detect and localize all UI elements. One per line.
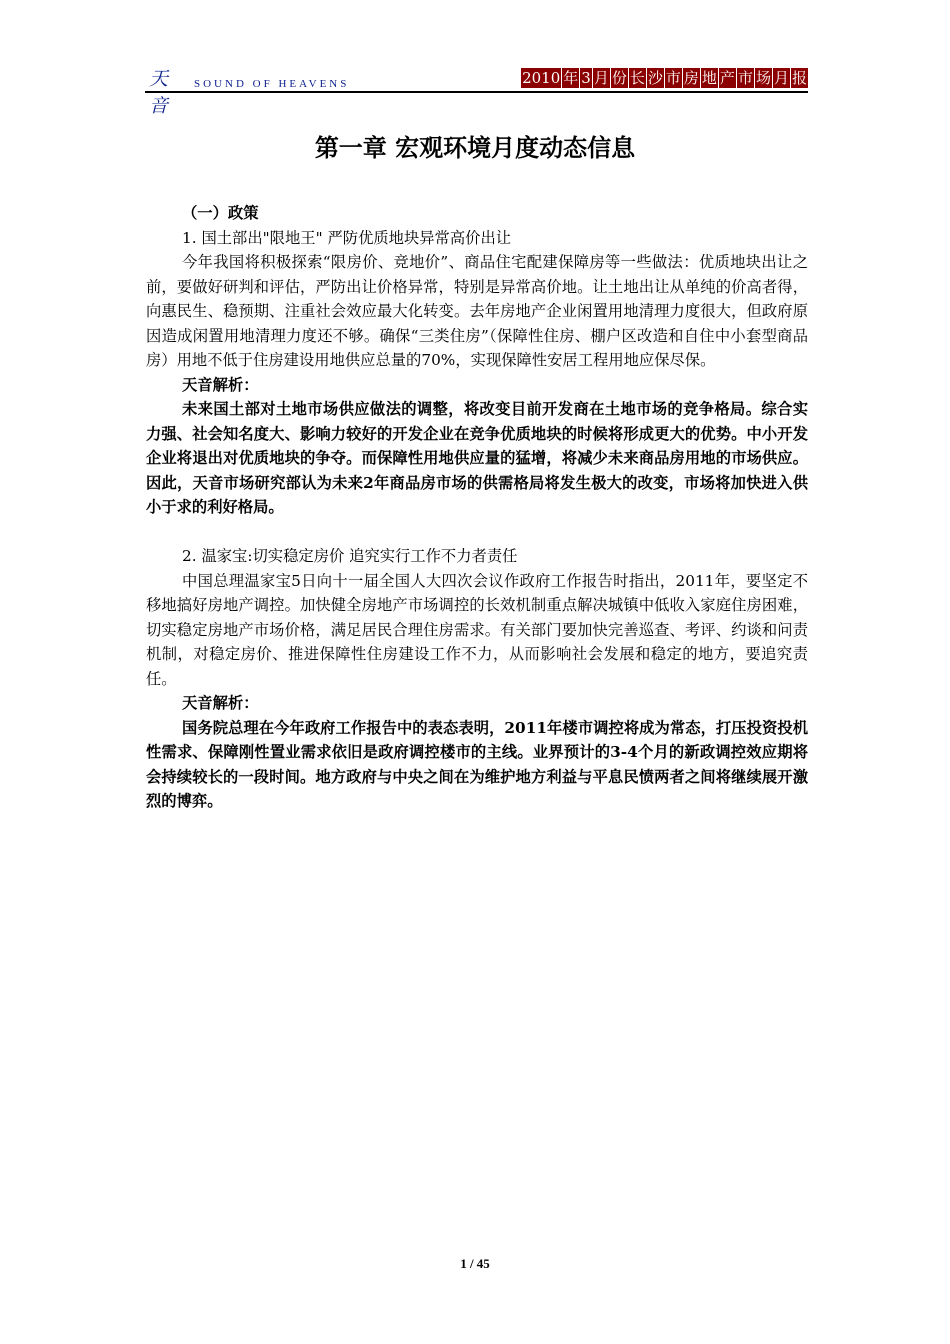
header-title-char: 产 [719,69,735,87]
paragraph-spacer [146,520,808,545]
header-title-char: 场 [755,69,771,87]
item-heading: 2. 温家宝:切实稳定房价 追究实行工作不力者责任 [182,547,518,565]
analysis-label: 天音解析： [182,375,259,394]
header-title-char: 3 [581,69,591,87]
section-heading: （一）政策 [182,204,259,222]
analysis-label: 天音解析： [182,694,259,712]
header-title-char: 2010 [522,69,561,87]
header-title-char: 长 [629,69,645,87]
analysis-text: 国务院总理在今年政府工作报告中的表态表明，2011年楼市调控将成为常态，打压投资投机性需求、保障刚性置业需求依旧是政府调控楼市的主线。业界预计的3-4个月的新政调控效应期将会持续较长的一段时间。地方政府与中央之间在为维护地方利益与平息民愤两者之间将继续展开激烈的博弈。 [146,718,808,810]
logo-english-text: SOUND OF HEAVENS [194,78,350,90]
chapter-title: 第一章 宏观环境月度动态信息 [314,134,636,162]
document-body [146,201,808,814]
item-body: 中国总理温家宝5日向十一届全国人大四次会议作政府工作报告时指出，2011年，要坚定不移地搞好房地产调控。加快健全房地产市场调控的长效机制重点解决城镇中低收入家庭住房困难，切实稳定房地产市场价格，满足居民合理住房需求。有关部门要加快完善巡查、考评、约谈和问责机制，对稳定房价、推进保障性住房建设工作不力，从而影响社会发展和稳定的地方，要追究责任。 [146,571,808,688]
header-title-char: 报 [791,69,807,87]
item-heading: 1. 国土部出"限地王" 严防优质地块异常高价出让 [182,228,512,247]
header-divider [145,91,808,93]
analysis-text: 未来国土部对土地市场供应做法的调整，将改变目前开发商在土地市场的竞争格局。综合实力强、社会知名度大、影响力较好的开发企业在竞争优质地块的时候将形成更大的优势。中小开发企业将退出对优质地块的争夺。而保障性用地供应量的猛增，将减少未来商品房用地的市场供应。因此，天音市场研究部认为未来2年商品房市场的供需格局将发生极大的改变，市场将加快进入供小于求的利好格局。 [146,400,808,516]
header-title-char: 月 [593,69,609,87]
header-title-char: 月 [773,69,789,87]
header-title-char: 年 [563,69,579,87]
header-title-char: 份 [611,69,627,87]
item-body: 今年我国将积极探索“限房价、竞地价”、商品住宅配建保障房等一些做法：优质地块出让之前，要做好研判和评估，严防出让价格异常，特别是异常高价地。让土地出让从单纯的价高者得，向惠民生、稳预期、注重社会效应最大化转变。去年房地产企业闲置用地清理力度很大，但政府原因造成闲置用地清理力度还不够。确保“三类住房”（保障性住房、棚户区改造和自住中小套型商品房）用地不低于住房建设用地供应总量的70%，实现保障性安居工程用地应保尽保。 [146,253,808,369]
header-title-char: 沙 [647,69,663,87]
header-title-char: 地 [701,69,717,87]
header-title-char: 房 [683,69,699,87]
page-header [145,62,808,117]
report-title-banner [520,68,808,88]
header-title-char: 市 [737,69,753,87]
logo-chinese-text: 天音 [149,68,168,117]
page-number: 1 / 45 [460,1256,490,1271]
header-title-char: 市 [665,69,681,87]
